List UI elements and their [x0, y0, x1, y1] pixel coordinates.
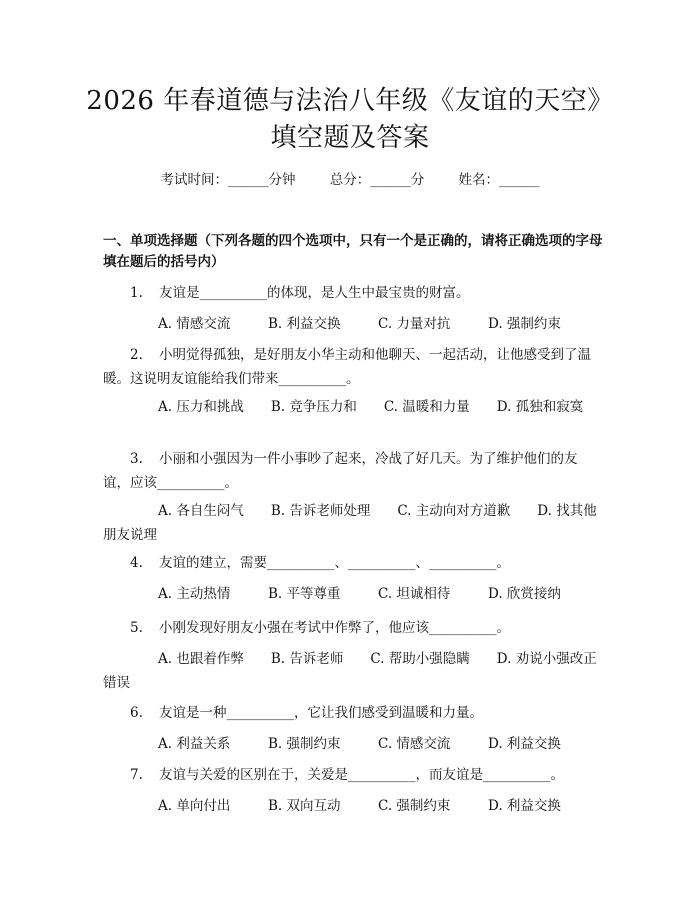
question-5: [103, 616, 603, 640]
option-a: A. 主动热情: [158, 586, 231, 602]
question-text: 小丽和小强因为一件小事吵了起来，冷战了好几天。为了维护他们的友谊，应该__________。: [103, 451, 578, 491]
document-title-line1: 2026 年春道德与法治八年级《友谊的天空》: [86, 86, 614, 116]
option-d: D. 欣赏接纳: [488, 586, 561, 602]
option-d: D. 利益交换: [488, 736, 561, 752]
exam-name: 姓名：______: [458, 172, 540, 188]
question-7: [103, 763, 603, 787]
question-number: 2.: [130, 347, 143, 363]
question-text: 友谊是__________的体现，是人生中最宝贵的财富。: [159, 285, 470, 301]
question-2: [103, 343, 603, 391]
question-3-options: A. 各自生闷气 B. 告诉老师处理 C. 主动向对方道歉 D. 找其他朋友说理: [103, 503, 597, 543]
question-6-options: [103, 732, 603, 756]
question-text: 小明觉得孤独，是好朋友小华主动和他聊天、一起活动，让他感受到了温暖。这说明友谊能给我们带来__________。: [103, 347, 591, 387]
option-c: C. 力量对抗: [378, 316, 451, 332]
question-number: 7.: [130, 767, 143, 783]
option-b: B. 利益交换: [268, 316, 341, 332]
question-5-options: A. 也跟着作弊 B. 告诉老师 C. 帮助小强隐瞒 D. 劝说小强改正错误: [103, 651, 597, 691]
question-3: [103, 447, 603, 495]
question-1: [103, 281, 603, 305]
exam-score: 总分：______分: [329, 172, 425, 188]
question-7-options: [103, 794, 603, 818]
question-number: 5.: [130, 620, 143, 636]
question-6: [103, 701, 603, 725]
question-text: 友谊与关爱的区别在于，关爱是__________，而友谊是__________。: [159, 767, 564, 783]
option-b: B. 强制约束: [268, 736, 341, 752]
exam-meta: [0, 168, 700, 188]
option-c: C. 强制约束: [378, 798, 451, 814]
question-4-options: [103, 582, 603, 606]
question-text: 友谊是一种__________，它让我们感受到温暖和力量。: [159, 705, 483, 721]
option-d: D. 强制约束: [488, 316, 561, 332]
question-4: [103, 551, 603, 575]
option-a: A. 利益关系: [158, 736, 231, 752]
option-b: B. 平等尊重: [268, 586, 341, 602]
option-b: B. 双向互动: [268, 798, 341, 814]
question-number: 4.: [130, 555, 143, 571]
question-number: 1.: [130, 285, 143, 301]
option-a: A. 情感交流: [158, 316, 231, 332]
question-number: 6.: [130, 705, 143, 721]
exam-time: 考试时间：______分钟: [160, 172, 296, 188]
question-text: 友谊的建立，需要__________、__________、__________。: [159, 555, 510, 571]
option-d: D. 利益交换: [488, 798, 561, 814]
option-c: C. 情感交流: [378, 736, 451, 752]
question-2-options: A. 压力和挑战 B. 竞争压力和 C. 温暖和力量 D. 孤独和寂寞: [158, 399, 584, 415]
option-c: C. 坦诚相待: [378, 586, 451, 602]
document-title-line2: 填空题及答案: [270, 123, 430, 153]
question-text: 小刚发现好朋友小强在考试中作弊了，他应该__________。: [159, 620, 510, 636]
section-heading: 一、单项选择题（下列各题的四个选项中，只有一个是正确的，请将正确选项的字母填在题后的括号内）: [103, 233, 603, 270]
option-a: A. 单向付出: [158, 798, 231, 814]
question-number: 3.: [130, 451, 143, 467]
question-1-options: [103, 312, 603, 336]
